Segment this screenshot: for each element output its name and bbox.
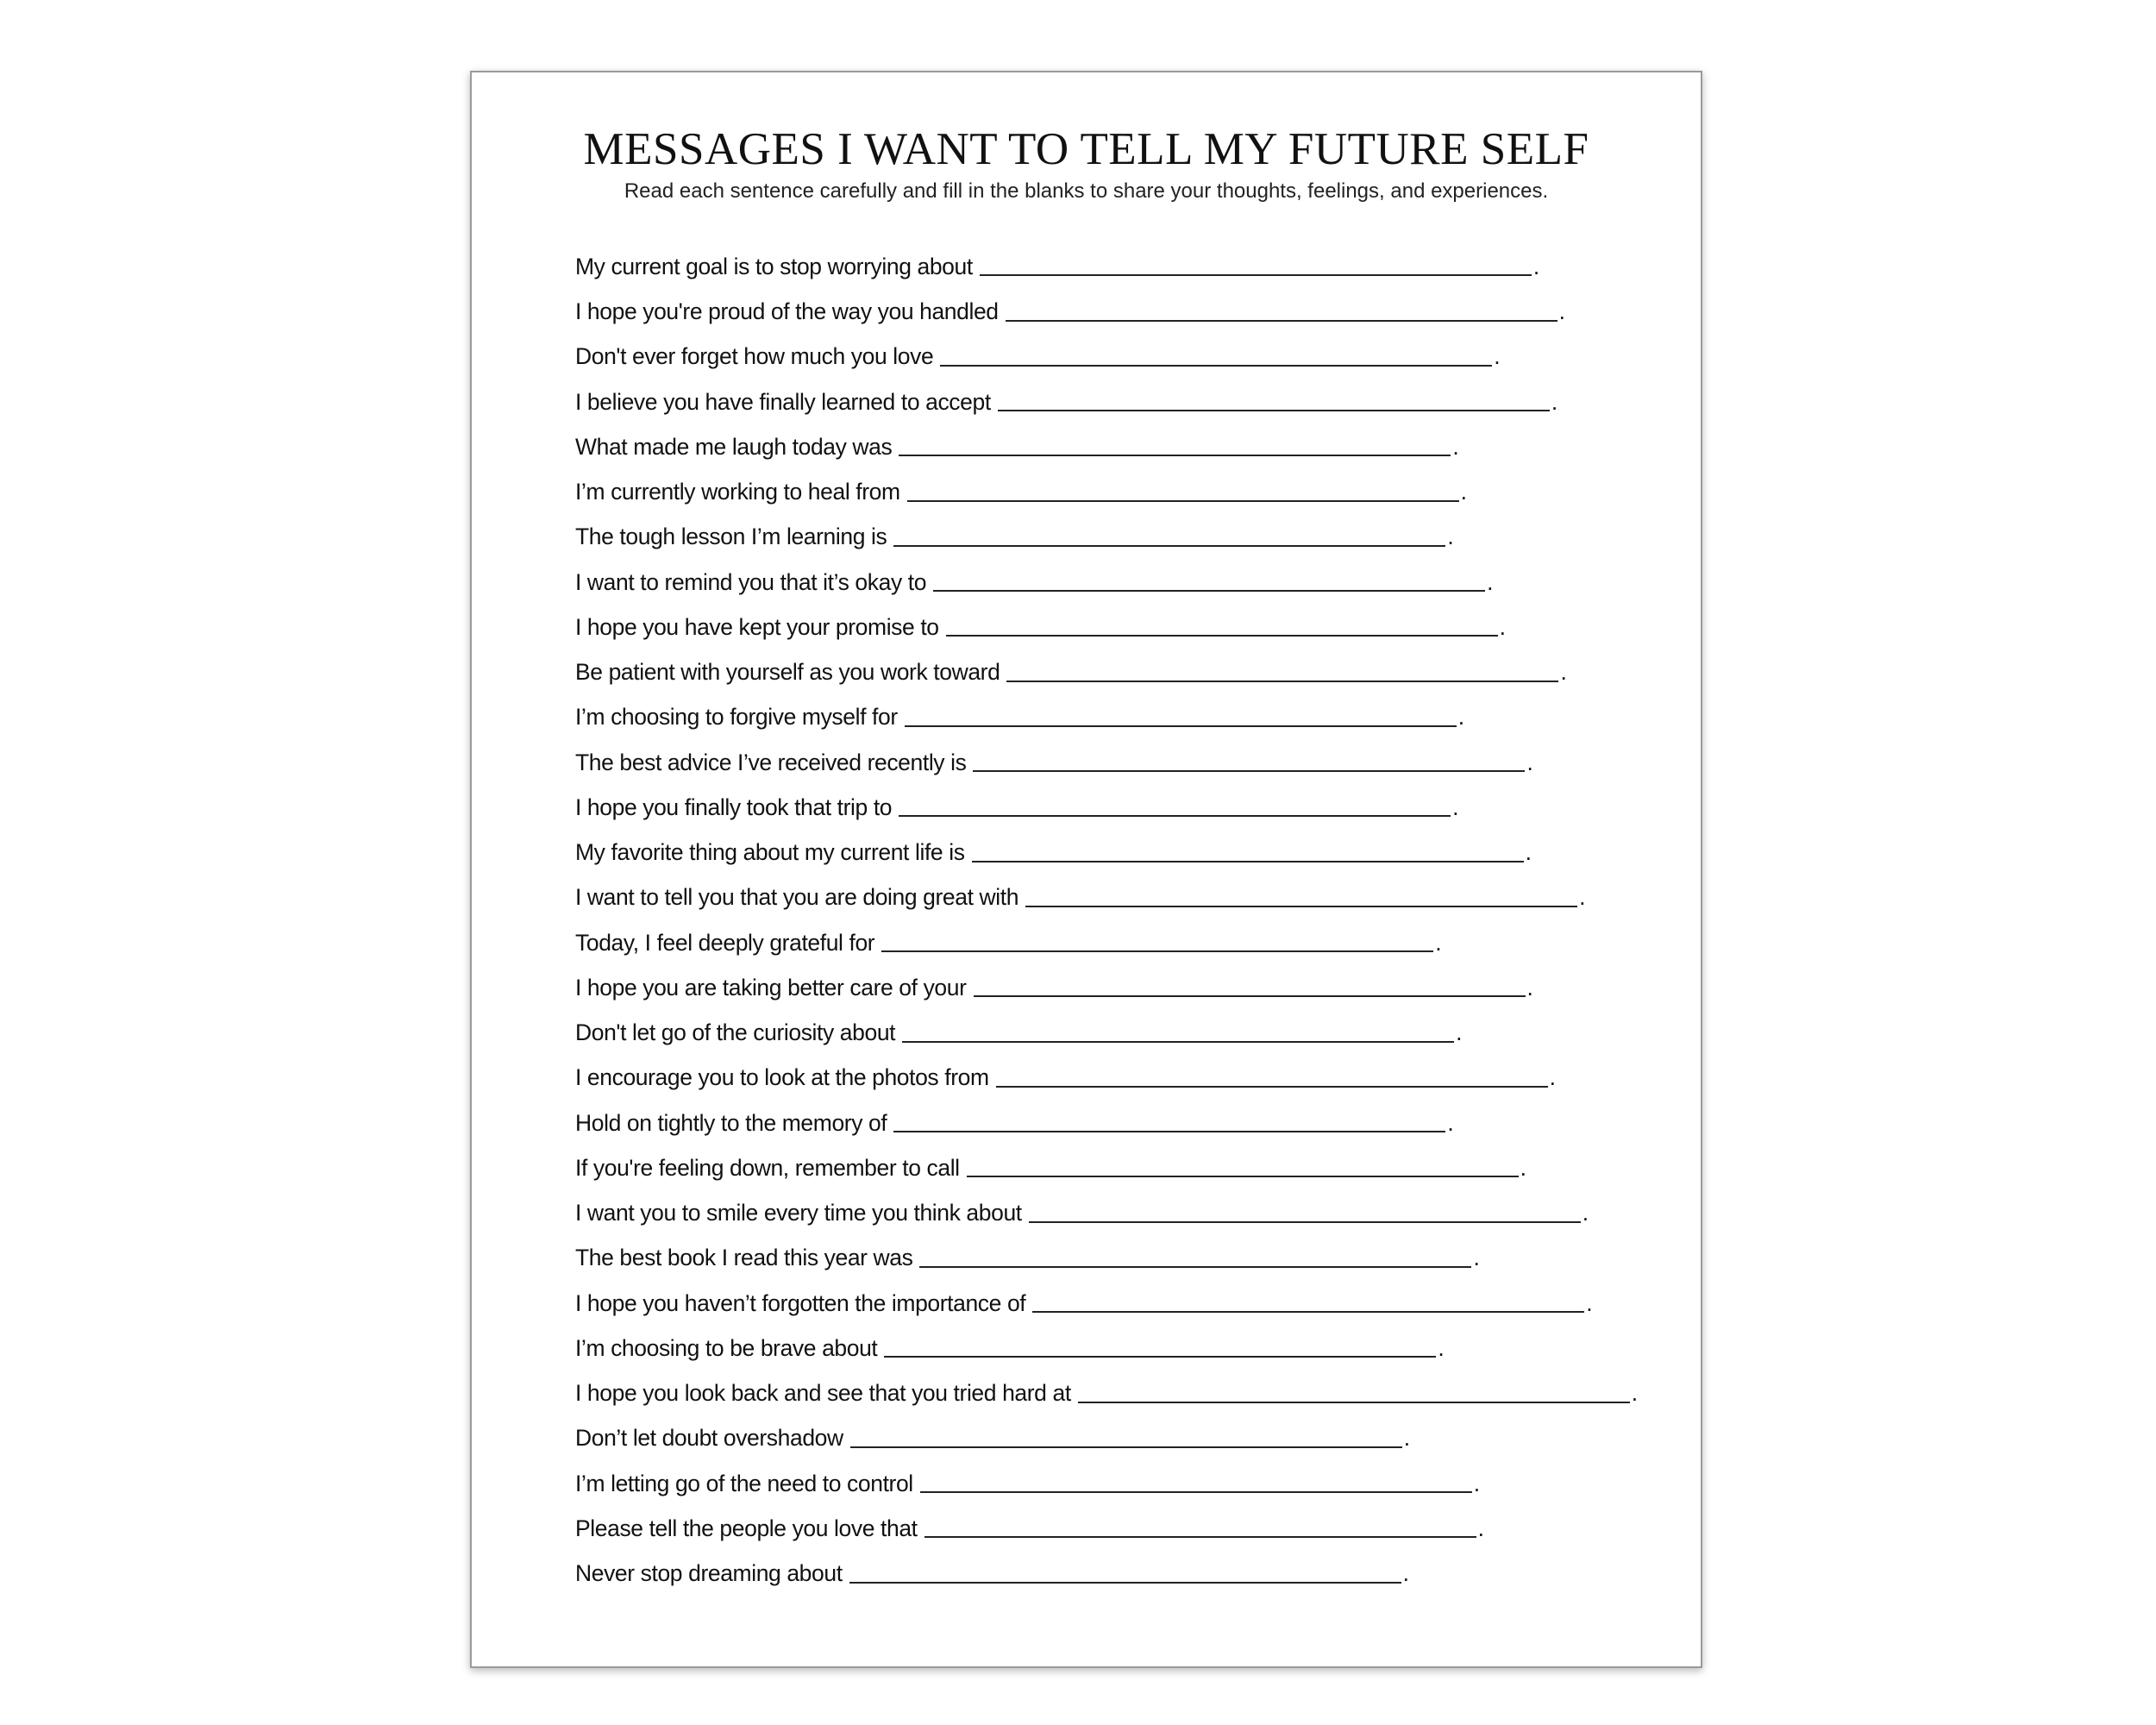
- prompt-period: .: [1403, 1425, 1410, 1452]
- prompt-period: .: [1452, 433, 1459, 460]
- prompt-text: I hope you haven’t forgotten the importance of: [575, 1289, 1026, 1316]
- prompt-text: Never stop dreaming about: [575, 1560, 843, 1586]
- prompt-text: I’m currently working to heal from: [575, 479, 900, 505]
- fill-in-blank-line[interactable]: [907, 499, 1459, 502]
- fill-in-blank-line[interactable]: [998, 409, 1550, 411]
- prompt-period: .: [1582, 1200, 1589, 1226]
- prompt-item: [575, 1495, 1653, 1540]
- fill-in-blank-line[interactable]: [967, 1175, 1519, 1177]
- prompt-item: [575, 1134, 1653, 1179]
- fill-in-blank-line[interactable]: [974, 994, 1526, 997]
- prompt-period: .: [1438, 1334, 1445, 1361]
- prompt-period: .: [1586, 1289, 1593, 1316]
- fill-in-blank-line[interactable]: [893, 544, 1445, 547]
- prompt-period: .: [1499, 613, 1506, 640]
- prompt-text: I believe you have finally learned to accept: [575, 388, 991, 415]
- prompt-text: I hope you're proud of the way you handled: [575, 298, 999, 324]
- prompt-item: [575, 774, 1653, 819]
- prompt-text: My favorite thing about my current life is: [575, 839, 965, 865]
- prompt-text: The best advice I’ve received recently is: [575, 749, 967, 775]
- prompt-text: I hope you finally took that trip to: [575, 794, 893, 820]
- prompt-period: .: [1473, 1245, 1480, 1271]
- prompt-item: [575, 1450, 1653, 1495]
- prompt-text: Don't let go of the curiosity about: [575, 1019, 896, 1045]
- fill-in-blank-line[interactable]: [1025, 905, 1577, 907]
- prompt-item: [575, 1044, 1653, 1089]
- fill-in-blank-line[interactable]: [920, 1490, 1472, 1493]
- fill-in-blank-line[interactable]: [881, 950, 1433, 952]
- prompt-item: [575, 729, 1653, 774]
- fill-in-blank-line[interactable]: [893, 1130, 1445, 1132]
- prompt-text: Please tell the people you love that: [575, 1515, 918, 1541]
- prompt-item: [575, 638, 1653, 683]
- prompt-text: Today, I feel deeply grateful for: [575, 929, 875, 956]
- prompt-item: [575, 819, 1653, 863]
- prompt-item: [575, 864, 1653, 909]
- fill-in-blank-line[interactable]: [933, 589, 1485, 592]
- fill-in-blank-line[interactable]: [973, 769, 1525, 772]
- prompt-text: What made me laugh today was: [575, 433, 893, 460]
- prompt-text: Be patient with yourself as you work toward: [575, 659, 1000, 685]
- prompt-list: [575, 233, 1653, 1585]
- prompt-text: I’m choosing to forgive myself for: [575, 704, 898, 731]
- fill-in-blank-line[interactable]: [940, 364, 1492, 367]
- prompt-text: I hope you have kept your promise to: [575, 613, 939, 640]
- fill-in-blank-line[interactable]: [902, 1040, 1454, 1043]
- prompt-text: I want you to smile every time you think about: [575, 1200, 1022, 1226]
- prompt-item: [575, 1405, 1653, 1450]
- fill-in-blank-line[interactable]: [1006, 680, 1558, 682]
- prompt-item: [575, 1314, 1653, 1359]
- prompt-item: [575, 323, 1653, 368]
- prompt-period: .: [1487, 568, 1494, 595]
- prompt-period: .: [1460, 479, 1467, 505]
- fill-in-blank-line[interactable]: [1078, 1401, 1630, 1403]
- prompt-period: .: [1520, 1154, 1526, 1181]
- fill-in-blank-line[interactable]: [924, 1535, 1476, 1538]
- prompt-text: I hope you are taking better care of your: [575, 974, 967, 1000]
- prompt-item: [575, 549, 1653, 593]
- prompt-period: .: [1494, 343, 1501, 370]
- fill-in-blank-line[interactable]: [1032, 1310, 1584, 1313]
- fill-in-blank-line[interactable]: [972, 860, 1524, 862]
- prompt-period: .: [1435, 929, 1442, 956]
- fill-in-blank-line[interactable]: [899, 454, 1451, 456]
- prompt-text: I encourage you to look at the photos from: [575, 1064, 989, 1091]
- prompt-text: I’m choosing to be brave about: [575, 1334, 878, 1361]
- prompt-item: [575, 593, 1653, 638]
- fill-in-blank-line[interactable]: [849, 1581, 1401, 1584]
- prompt-item: [575, 458, 1653, 503]
- prompt-item: [575, 278, 1653, 323]
- prompt-item: [575, 504, 1653, 549]
- prompt-text: Hold on tightly to the memory of: [575, 1109, 887, 1136]
- prompt-item: [575, 233, 1653, 278]
- prompt-text: The tough lesson I’m learning is: [575, 524, 887, 550]
- prompt-period: .: [1447, 1109, 1454, 1136]
- fill-in-blank-line[interactable]: [850, 1446, 1402, 1448]
- fill-in-blank-line[interactable]: [1006, 319, 1557, 322]
- prompt-text: I’m letting go of the need to control: [575, 1470, 913, 1496]
- prompt-item: [575, 999, 1653, 1044]
- prompt-period: .: [1525, 839, 1532, 865]
- prompt-text: I hope you look back and see that you tried hard at: [575, 1380, 1071, 1406]
- prompt-item: [575, 954, 1653, 999]
- prompt-text: If you're feeling down, remember to call: [575, 1154, 960, 1181]
- prompt-period: .: [1526, 749, 1533, 775]
- prompt-period: .: [1558, 298, 1565, 324]
- prompt-period: .: [1560, 659, 1567, 685]
- prompt-text: I want to remind you that it’s okay to: [575, 568, 927, 595]
- worksheet-page: [470, 71, 1702, 1668]
- prompt-item: [575, 413, 1653, 458]
- prompt-period: .: [1452, 794, 1459, 820]
- prompt-item: [575, 1270, 1653, 1314]
- prompt-item: [575, 1225, 1653, 1270]
- prompt-item: [575, 1089, 1653, 1134]
- fill-in-blank-line[interactable]: [884, 1355, 1436, 1358]
- prompt-period: .: [1457, 704, 1464, 731]
- prompt-text: I want to tell you that you are doing great with: [575, 884, 1019, 911]
- fill-in-blank-line[interactable]: [919, 1265, 1471, 1268]
- prompt-item: [575, 1359, 1653, 1404]
- prompt-text: Don't ever forget how much you love: [575, 343, 934, 370]
- fill-in-blank-line[interactable]: [905, 724, 1457, 727]
- worksheet-instructions: Read each sentence carefully and fill in the blanks to share your thoughts, feelings, and experiences.: [624, 179, 1549, 203]
- prompt-period: .: [1551, 388, 1557, 415]
- prompt-period: .: [1526, 974, 1533, 1000]
- prompt-period: .: [1456, 1019, 1463, 1045]
- fill-in-blank-line[interactable]: [946, 634, 1498, 637]
- prompt-period: .: [1549, 1064, 1556, 1091]
- worksheet-title: MESSAGES I WANT TO TELL MY FUTURE SELF: [583, 124, 1589, 174]
- fill-in-blank-line[interactable]: [996, 1085, 1548, 1088]
- prompt-item: [575, 684, 1653, 729]
- prompt-item: [575, 1179, 1653, 1224]
- prompt-period: .: [1631, 1380, 1638, 1406]
- prompt-period: .: [1473, 1470, 1480, 1496]
- prompt-item: [575, 368, 1653, 413]
- prompt-period: .: [1477, 1515, 1484, 1541]
- fill-in-blank-line[interactable]: [980, 273, 1532, 276]
- prompt-item: [575, 1540, 1653, 1584]
- prompt-item: [575, 909, 1653, 954]
- fill-in-blank-line[interactable]: [899, 814, 1451, 817]
- prompt-period: .: [1579, 884, 1586, 911]
- fill-in-blank-line[interactable]: [1029, 1220, 1581, 1223]
- prompt-text: Don’t let doubt overshadow: [575, 1425, 843, 1452]
- prompt-text: My current goal is to stop worrying about: [575, 253, 973, 279]
- prompt-text: The best book I read this year was: [575, 1245, 913, 1271]
- prompt-period: .: [1447, 524, 1454, 550]
- prompt-period: .: [1532, 253, 1539, 279]
- prompt-period: .: [1402, 1560, 1409, 1586]
